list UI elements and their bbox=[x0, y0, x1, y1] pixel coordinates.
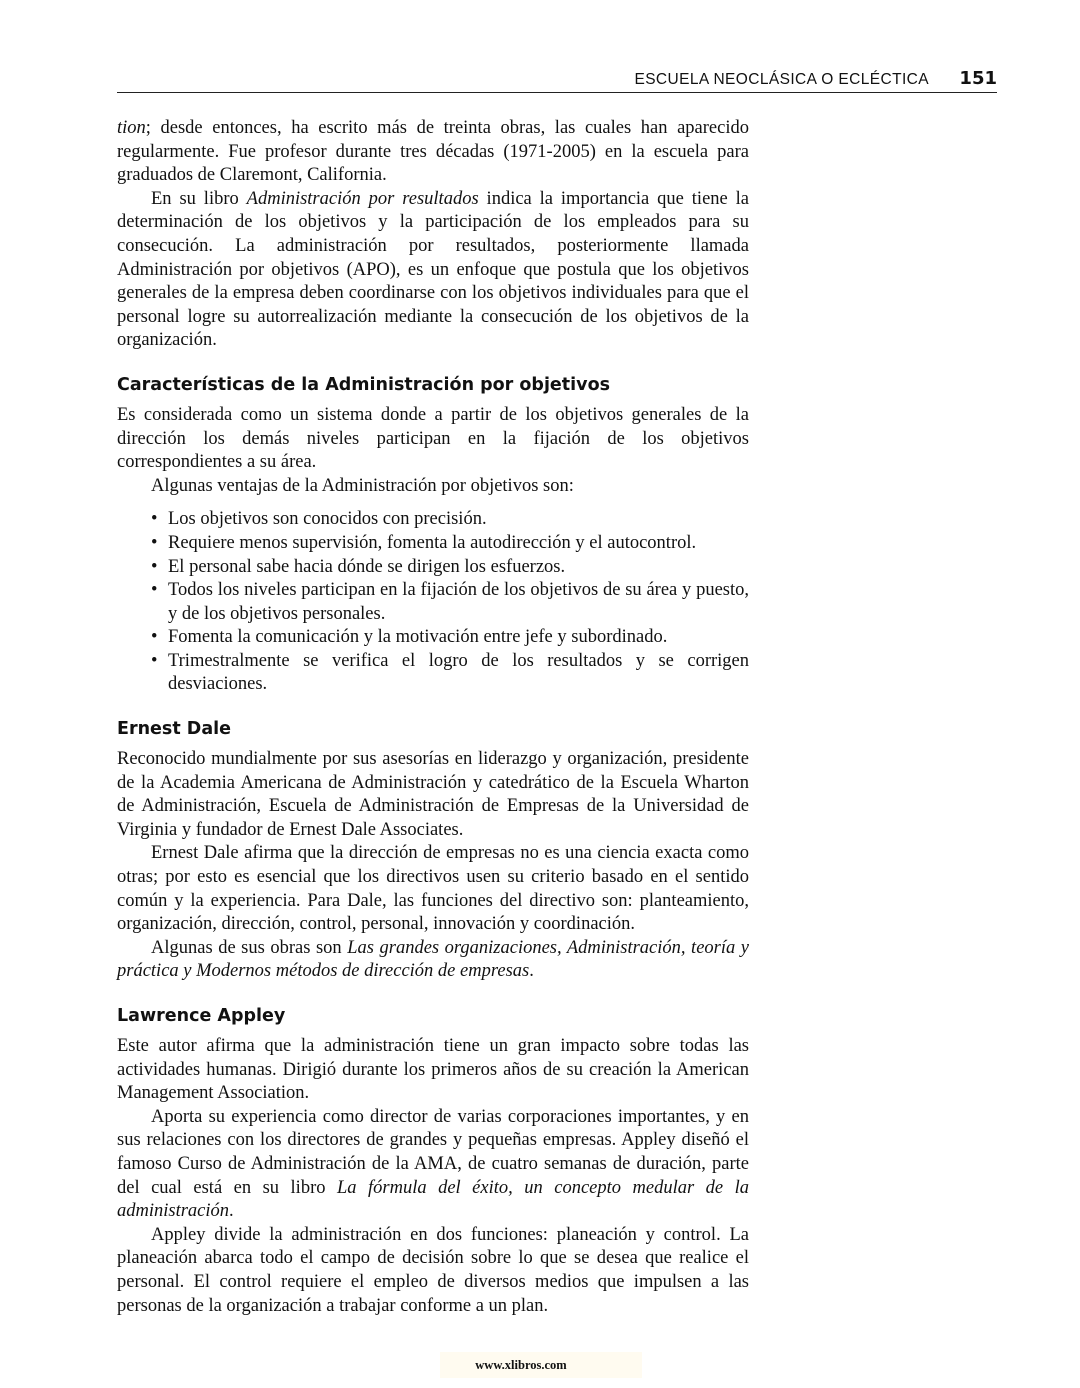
intro-p2-after: indica la importancia que tiene la determinación de los objetivos y la participación de los empleados para su consecución. La administración por resultados, posteriormente llamada Administración por objetivos (APO), es un enfoque que postula que los objetivos generales de la empresa deben coordinarse con los objetivos individuales para que el personal logre su autorrealización mediante la consecución de los objetivos de la organización. bbox=[117, 188, 749, 351]
bullet-icon: • bbox=[151, 556, 158, 577]
list-item-text: Requiere menos supervisión, fomenta la autodirección y el autocontrol. bbox=[168, 532, 697, 553]
bullet-icon: • bbox=[151, 650, 158, 671]
intro-paragraph-2 bbox=[117, 188, 749, 353]
appley-book-title: La fórmula del éxito, un concepto medular de la administración bbox=[117, 1177, 750, 1222]
dale-paragraph-3 bbox=[117, 937, 749, 984]
section-heading-appley: Lawrence Appley bbox=[117, 1006, 286, 1026]
list-item bbox=[151, 626, 749, 650]
apo-paragraph-1: Es considerada como un sistema donde a partir de los objetivos generales de la dirección los demás niveles participan en la fijación de los objetivos correspondientes a su área. bbox=[117, 404, 749, 473]
apo-paragraph-2: Algunas ventajas de la Administración por objetivos son: bbox=[151, 475, 574, 496]
list-item bbox=[151, 579, 749, 626]
bullet-icon: • bbox=[151, 580, 158, 601]
book-title-apo: Administración por resultados bbox=[246, 188, 479, 209]
section-heading-dale: Ernest Dale bbox=[117, 719, 231, 740]
intro-p2-before: En su libro bbox=[151, 188, 247, 209]
list-item-text: Todos los niveles participan en la fijación de los objetivos de su área y puesto, y de los objetivos personales. bbox=[168, 580, 749, 624]
bullet-icon: • bbox=[151, 627, 158, 648]
appley-p2-after: . bbox=[229, 1201, 234, 1222]
bullet-icon: • bbox=[151, 532, 158, 553]
appley-p2-before: Aporta su experiencia como director de varias corporaciones importantes, y en sus relaciones con los directores de grandes y pequeñas empresas. Appley diseñó el famoso Curso de Administración de la AMA, de cuatro semanas de duración, parte del cual está en su libro bbox=[117, 1106, 749, 1198]
appley-paragraph-1: Este autor afirma que la administración tiene un gran impacto sobre todas las actividades humanas. Dirigió durante los primeros años de su creación la American Management Association. bbox=[117, 1036, 749, 1104]
section-heading-apo: Características de la Administración por objetivos bbox=[117, 374, 611, 395]
bullet-icon: • bbox=[151, 509, 158, 530]
footer-url: www.xlibros.com bbox=[440, 1352, 642, 1378]
running-header bbox=[117, 66, 997, 93]
list-item bbox=[151, 556, 749, 580]
dale-paragraph-1: Reconocido mundialmente por sus asesorías en liderazgo y organización, presidente de la Academia Americana de Administración y catedrático de la Escuela Wharton de Administración, Escuela de Administración de Empresas de la Universidad de Virginia y fundador de Ernest Dale Associates. bbox=[117, 749, 749, 840]
list-item-text: El personal sabe hacia dónde se dirigen los esfuerzos. bbox=[168, 556, 566, 577]
list-item-text: Fomenta la comunicación y la motivación entre jefe y subordinado. bbox=[168, 627, 668, 648]
intro-paragraph-1 bbox=[117, 117, 749, 188]
list-item bbox=[151, 650, 749, 697]
running-title: ESCUELA NEOCLÁSICA O ECLÉCTICA bbox=[634, 71, 929, 88]
page-number: 151 bbox=[959, 68, 997, 89]
list-item-text: Trimestralmente se verifica el logro de los resultados y se corrigen desviaciones. bbox=[168, 650, 749, 695]
intro-p1-text: ; desde entonces, ha escrito más de treinta obras, las cuales han aparecido regularmente. Fue profesor durante tres décadas (1971-2005) en la escuela para graduados de Claremont, California. bbox=[117, 118, 749, 186]
list-item bbox=[151, 532, 749, 556]
list-item-text: Los objetivos son conocidos con precisión. bbox=[168, 509, 487, 530]
advantages-list bbox=[151, 508, 749, 697]
list-item bbox=[151, 508, 749, 532]
dale-paragraph-2: Ernest Dale afirma que la dirección de empresas no es una ciencia exacta como otras; por esto es esencial que los directivos usen su criterio basado en el sentido común y la experiencia. Para Dale, las funciones del directivo son: planteamiento, organización, dirección, control, personal, innovación y coordinación. bbox=[117, 843, 749, 935]
dale-p3-before: Algunas de sus obras son bbox=[151, 937, 348, 958]
intro-p1-italic: tion bbox=[117, 118, 146, 138]
dale-p3-after: . bbox=[529, 961, 534, 982]
appley-paragraph-3: Appley divide la administración en dos funciones: planeación y control. La planeación abarca todo el campo de decisión sobre lo que se desea que realice el personal. El control requiere el empleo de diversos medios que impulsen a las personas de la organización a trabajar conforme a un plan. bbox=[117, 1224, 749, 1316]
body-text bbox=[117, 117, 749, 1318]
appley-paragraph-2 bbox=[117, 1106, 749, 1224]
dale-book-titles: Las grandes organizaciones, Administración, teoría y práctica y Modernos métodos de dirección de empresas bbox=[117, 937, 749, 982]
